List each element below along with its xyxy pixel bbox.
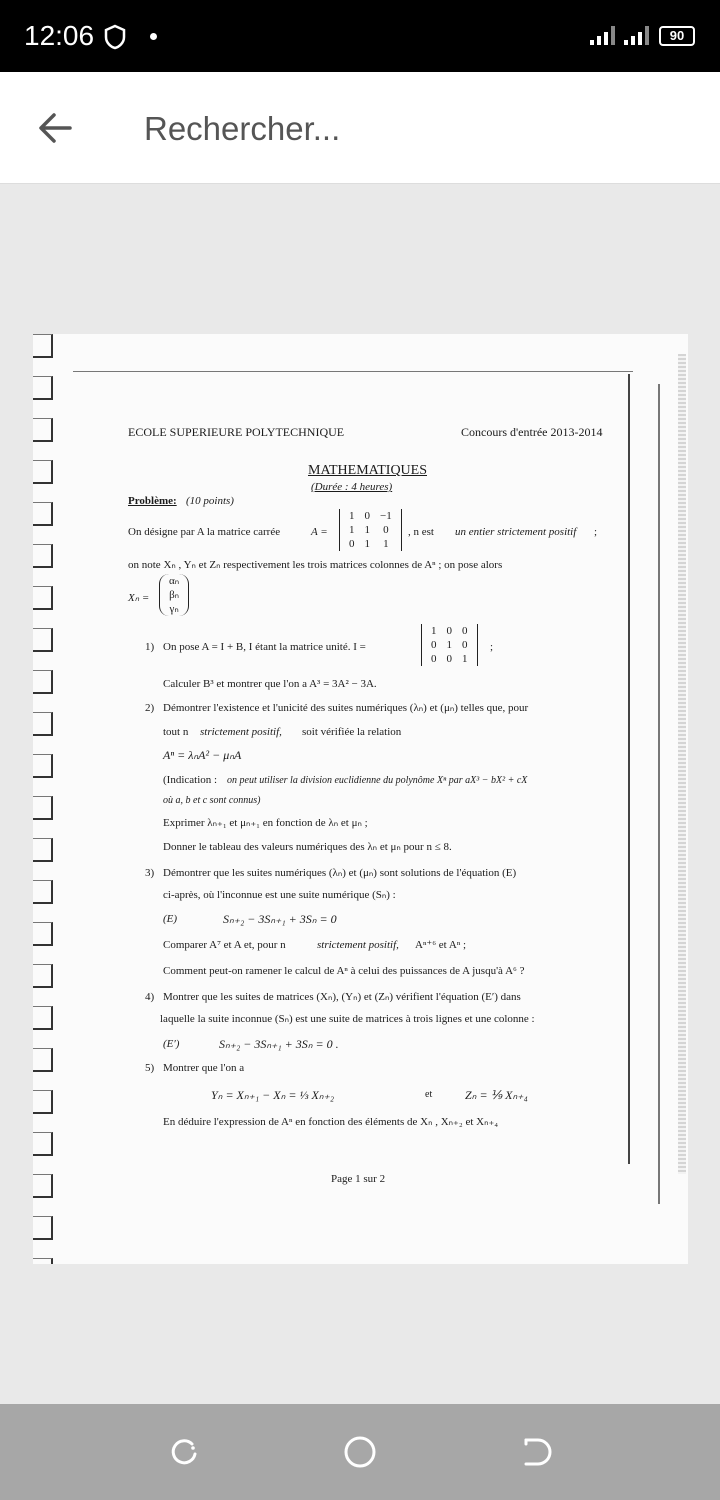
question-text: Démontrer l'existence et l'unicité des suites numériques (λₙ) et (μₙ) telles que, pour [163, 702, 529, 714]
battery-level: 90 [669, 28, 685, 43]
scan-line [658, 384, 660, 1204]
binding-ring [33, 334, 53, 358]
binding-ring [33, 838, 53, 862]
matrix-cell: 0 [383, 524, 389, 536]
question-text: On pose A = I + B, I étant la matrice unité. I = [163, 641, 366, 653]
binding-ring [33, 628, 53, 652]
question-number: 2) [145, 702, 155, 714]
matrix-cell: −1 [380, 510, 392, 522]
status-time: 12:06 [24, 20, 95, 51]
question-text: En déduire l'expression de Aⁿ en fonction des éléments de Xₙ , Xₙ₊₂ et Xₙ₊₄ [163, 1116, 499, 1128]
matrix-cell: 1 [364, 524, 370, 536]
question-text: ; [490, 641, 494, 653]
matrix-cell: 0 [446, 653, 452, 665]
question-text: Aⁿ⁺⁶ et Aⁿ ; [415, 939, 467, 951]
search-input[interactable]: Rechercher... [144, 110, 341, 147]
binding-ring [33, 1216, 53, 1240]
recents-icon[interactable] [166, 1434, 202, 1470]
binding-ring [33, 1258, 53, 1264]
matrix-cell: 0 [431, 653, 437, 665]
problem-label: Problème: [128, 495, 177, 507]
binding-ring [33, 754, 53, 778]
binding-ring [33, 670, 53, 694]
battery-icon [659, 26, 695, 46]
question-text: Calculer B³ et montrer que l'on a A³ = 3A² − 3A. [163, 678, 377, 690]
spiral-binding [33, 334, 55, 1264]
matrix-cell: 1 [446, 639, 452, 651]
contest-year: Concours d'entrée 2013-2014 [461, 425, 603, 439]
question-number: 5) [145, 1062, 155, 1074]
binding-ring [33, 376, 53, 400]
binding-ring [33, 502, 53, 526]
question-text: Donner le tableau des valeurs numériques des λₙ et μₙ pour n ≤ 8. [163, 841, 452, 853]
question-text: Démontrer que les suites numériques (λₙ) et (μₙ) sont solutions de l'équation (E) [163, 867, 517, 879]
matrix-cell: 1 [383, 538, 389, 550]
matrix-cell: γₙ [169, 603, 179, 615]
matrix-a [339, 509, 402, 551]
status-bar [0, 0, 720, 72]
matrix-cell: 1 [349, 510, 355, 522]
scan-line [73, 371, 633, 372]
formula: Aⁿ = λₙA² − μₙA [163, 748, 242, 762]
question-text: laquelle la suite inconnue (Sₙ) est une suite de matrices à trois lignes et une colonne : [160, 1013, 535, 1025]
xn-vector [159, 574, 189, 616]
binding-ring [33, 1132, 53, 1156]
binding-ring [33, 1006, 53, 1030]
matrix-cell: αₙ [169, 575, 180, 587]
question-text: ci-après, où l'inconnue est une suite numérique (Sₙ) : [163, 889, 396, 901]
matrix-cell: 1 [349, 524, 355, 536]
question-number: 4) [145, 991, 155, 1003]
duration: (Durée : 4 heures) [311, 481, 393, 493]
hint-text: on peut utiliser la division euclidienne du polynôme Xⁿ par aX³ − bX² + cX [227, 775, 528, 786]
arrow-left-icon[interactable] [30, 102, 82, 154]
hint-text: où a, b et c sont connus) [163, 795, 261, 806]
question-text: Comparer A⁷ et A et, pour n [163, 939, 286, 951]
back-icon[interactable] [518, 1434, 554, 1470]
shield-icon [104, 24, 126, 50]
matrix-cell: 1 [462, 653, 468, 665]
matrix-cell: 0 [364, 510, 370, 522]
question-text: Comment peut-on ramener le calcul de Aⁿ à celui des puissances de A jusqu'à A⁶ ? [163, 965, 525, 977]
signal-icon [590, 24, 654, 46]
question-text: strictement positif, [317, 939, 399, 951]
question-text: soit vérifiée la relation [302, 726, 402, 738]
binding-ring [33, 460, 53, 484]
matrix-cell: 0 [446, 625, 452, 637]
question-text: Montrer que les suites de matrices (Xₙ), (Yₙ) et (Zₙ) vérifient l'équation (E′) dans [163, 991, 521, 1003]
binding-ring [33, 1174, 53, 1198]
page-number: Page 1 sur 2 [331, 1173, 386, 1185]
navigation-bar [0, 1404, 720, 1500]
subject-title: MATHEMATIQUES [308, 463, 427, 478]
hint-text: (Indication : [163, 774, 218, 786]
binding-ring [33, 964, 53, 988]
problem-points: (10 points) [186, 495, 234, 507]
intro-text: , n est [408, 526, 434, 538]
matrix-cell: 0 [431, 639, 437, 651]
question-text: Montrer que l'on a [163, 1062, 245, 1074]
xn-label: Xₙ = [128, 592, 150, 604]
matrix-cell: 0 [462, 639, 468, 651]
binding-ring [33, 796, 53, 820]
question-text: Exprimer λₙ₊₁ et μₙ₊₁ en fonction de λₙ et μₙ ; [163, 817, 368, 829]
document-viewer[interactable] [0, 184, 720, 1404]
search-toolbar [0, 72, 720, 184]
question-number: 1) [145, 641, 155, 653]
notification-dot-icon [150, 33, 157, 40]
matrix-cell: 0 [349, 538, 355, 550]
matrix-cell: 0 [462, 625, 468, 637]
question-text: et [425, 1089, 433, 1100]
matrix-cell: βₙ [169, 589, 180, 601]
matrix-cell: 1 [431, 625, 437, 637]
question-number: 3) [145, 867, 155, 879]
scan-line [628, 374, 630, 1164]
binding-ring [33, 1048, 53, 1072]
intro-text: On désigne par A la matrice carrée [128, 526, 281, 538]
formula: Zₙ = ⅑ Xₙ₊₄ [465, 1088, 528, 1102]
binding-ring [33, 880, 53, 904]
home-icon[interactable] [342, 1434, 378, 1470]
question-text: tout n [163, 726, 189, 738]
intro-text: on note Xₙ , Yₙ et Zₙ respectivement les trois matrices colonnes de Aⁿ ; on pose alors [128, 559, 503, 571]
question-text: strictement positif, [200, 726, 282, 738]
matrix-a-label: A = [311, 526, 328, 538]
scan-edge [678, 354, 686, 1174]
matrix-i [421, 624, 478, 666]
binding-ring [33, 922, 53, 946]
intro-text: un entier strictement positif [455, 526, 577, 538]
intro-text: ; [594, 526, 598, 538]
document-page [33, 334, 688, 1264]
equation-label: (E) [163, 913, 178, 925]
binding-ring [33, 712, 53, 736]
equation-label: (E′) [163, 1038, 180, 1050]
formula: Yₙ = Xₙ₊₁ − Xₙ = ⅓ Xₙ₊₂ [211, 1088, 335, 1102]
binding-ring [33, 1090, 53, 1114]
binding-ring [33, 586, 53, 610]
matrix-cell: 1 [364, 538, 370, 550]
binding-ring [33, 418, 53, 442]
binding-ring [33, 544, 53, 568]
school-name: ECOLE SUPERIEURE POLYTECHNIQUE [128, 425, 345, 439]
formula: Sₙ₊₂ − 3Sₙ₊₁ + 3Sₙ = 0 [223, 912, 337, 926]
formula: Sₙ₊₂ − 3Sₙ₊₁ + 3Sₙ = 0 . [219, 1037, 339, 1051]
